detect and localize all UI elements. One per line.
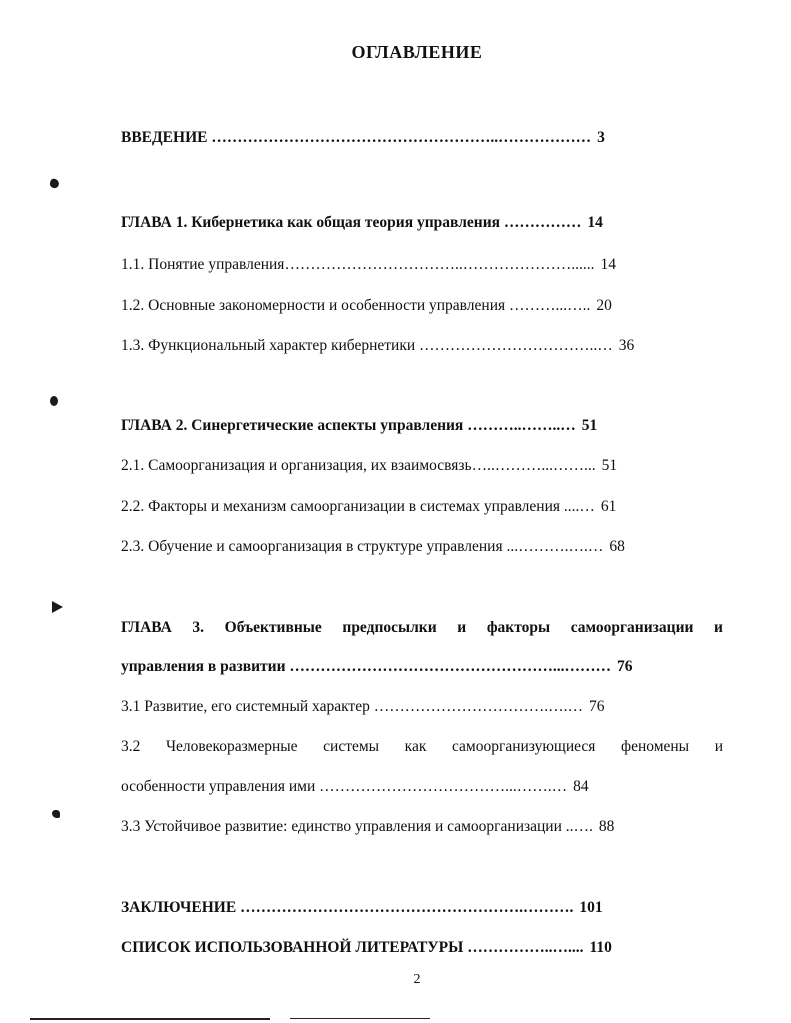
toc-leader-dots: ………………………………...…….… — [315, 778, 568, 795]
toc-entry-text: 1.3. Функциональный характер кибернетики — [121, 337, 416, 354]
toc-leader-dots: ...……….….… — [502, 538, 604, 555]
toc-entry-text: 2.1. Самоорганизация и организация, их взаимосвязь — [121, 457, 472, 474]
toc-leader-dots: ……………..….... — [463, 939, 584, 956]
toc-leader-dots: …..………...……... — [471, 457, 596, 474]
toc-page-number: 51 — [601, 457, 618, 474]
toc-entry-section-3-2-line-1[interactable]: 3.2 Человекоразмерные системы как самоорганизующиеся феномены и — [121, 738, 723, 755]
toc-entry-section-1-3[interactable] — [121, 336, 689, 356]
scan-artifact-mark — [49, 178, 61, 190]
toc-page-number: 110 — [589, 939, 612, 956]
toc-page-number: 88 — [598, 818, 615, 835]
toc-entry-chapter-3-line-1[interactable]: ГЛАВА 3. Объективные предпосылки и факторы самоорганизации и — [121, 619, 723, 636]
toc-leader-dots: ………..……..… — [463, 417, 576, 434]
scan-edge-line — [30, 1018, 270, 1020]
toc-entry-text: СПИСОК ИСПОЛЬЗОВАННОЙ ЛИТЕРАТУРЫ — [121, 939, 464, 956]
toc-page-number: 61 — [600, 498, 617, 515]
toc-page-number: 68 — [609, 538, 625, 555]
toc-entry-text: ЗАКЛЮЧЕНИЕ — [121, 899, 237, 916]
toc-page-number: 20 — [596, 297, 612, 314]
toc-entry-text: ВВЕДЕНИЕ — [121, 129, 208, 146]
scan-artifact-mark — [52, 601, 63, 613]
page-title: ОГЛАВЛЕНИЕ — [351, 42, 483, 62]
toc-entry-conclusion[interactable] — [121, 898, 691, 918]
toc-entry-chapter-2[interactable] — [121, 416, 689, 436]
toc-entry-text: ГЛАВА 1. Кибернетика как общая теория управления — [121, 214, 501, 231]
toc-leader-dots: ……………………………..…………………...... — [284, 256, 595, 273]
toc-entry-introduction[interactable] — [121, 128, 689, 148]
toc-entry-section-3-1[interactable] — [121, 697, 689, 717]
page-number: 2 — [413, 972, 421, 987]
toc-leader-dots: ....… — [560, 498, 595, 515]
toc-page-number: 14 — [600, 256, 616, 273]
toc-page-number: 3 — [597, 129, 605, 146]
toc-entry-section-2-1[interactable] — [121, 456, 689, 476]
toc-entry-text: 3.3 Устойчивое развитие: единство управления и самоорганизации — [121, 818, 562, 835]
toc-entry-section-3-3[interactable] — [121, 817, 689, 837]
toc-leader-dots: …………… — [500, 214, 582, 231]
toc-entry-text: особенности управления ими — [121, 778, 316, 795]
toc-entry-references[interactable] — [121, 938, 691, 958]
toc-page-number: 14 — [587, 214, 603, 231]
toc-leader-dots: ……………………………………………….………. — [236, 899, 574, 916]
toc-leader-dots: ..…. — [561, 818, 593, 835]
toc-page-number: 76 — [617, 658, 633, 675]
toc-entry-text: управления в развитии — [121, 658, 286, 675]
toc-entry-section-3-2[interactable] — [121, 777, 689, 797]
scan-edge-line — [290, 1018, 430, 1019]
toc-entry-chapter-1[interactable] — [121, 213, 689, 233]
toc-page-number: 84 — [573, 778, 589, 795]
scan-artifact-mark — [50, 396, 58, 406]
toc-page-number: 51 — [581, 417, 598, 434]
toc-page-number: 76 — [588, 698, 605, 715]
toc-entry-text: 3.1 Развитие, его системный характер — [121, 698, 370, 715]
toc-entry-section-1-2[interactable] — [121, 296, 689, 316]
toc-entry-section-1-1[interactable] — [121, 255, 689, 275]
toc-leader-dots: ……………………………..… — [415, 337, 613, 354]
toc-entry-text: ГЛАВА 2. Синергетические аспекты управления — [121, 417, 464, 434]
toc-entry-chapter-3[interactable] — [121, 657, 689, 677]
toc-entry-text: 2.2. Факторы и механизм самоорганизации в системах управления — [121, 498, 561, 515]
toc-page-number: 36 — [618, 337, 635, 354]
toc-entry-text: 2.3. Обучение и самоорганизация в структуре управления — [121, 538, 503, 555]
toc-entry-section-2-3[interactable] — [121, 537, 689, 557]
toc-entry-section-2-2[interactable] — [121, 497, 689, 517]
toc-page-number: 101 — [579, 899, 603, 916]
toc-entry-text: 1.2. Основные закономерности и особенности управления — [121, 297, 506, 314]
toc-leader-dots: …………………………….….… — [369, 698, 583, 715]
toc-entry-text: 1.1. Понятие управления — [121, 256, 285, 273]
scan-artifact-mark — [52, 810, 60, 818]
toc-leader-dots: ………...….. — [505, 297, 591, 314]
toc-leader-dots: ………………………………………………..……………… — [207, 129, 592, 146]
toc-leader-dots: ……………………………………………...……… — [285, 658, 612, 675]
